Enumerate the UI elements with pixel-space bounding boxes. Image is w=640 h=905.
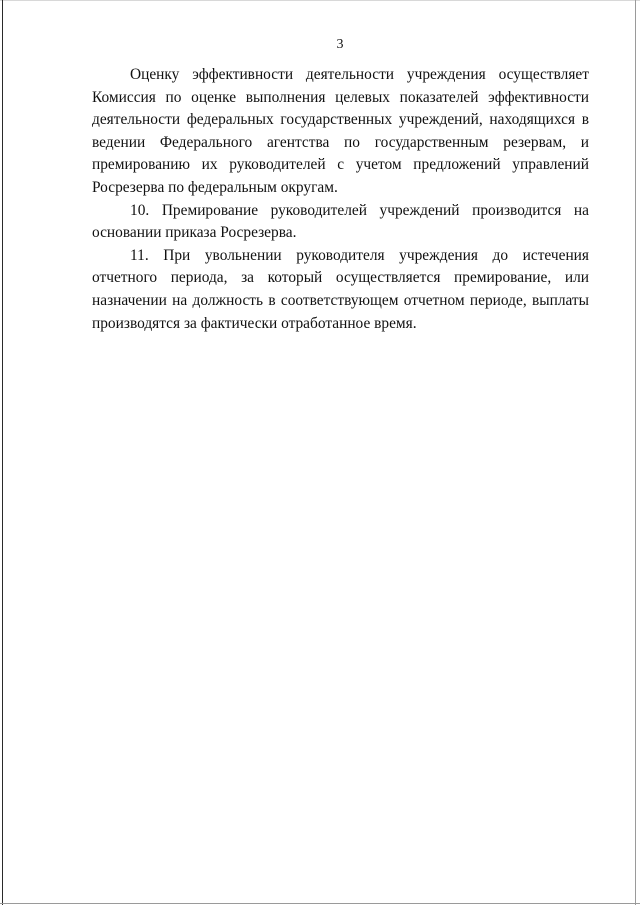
scan-bottom-edge: [0, 903, 640, 904]
page-number: 3: [336, 37, 344, 52]
document-body: [92, 64, 589, 335]
paragraph-11-dismissal-payments: 11. При увольнении руководителя учреждения до истечения отчетного периода, за который осуществляется премирование, или назначении на должность в соответствующем отчетном периоде, выплаты производятся за фактически отработанное время.: [92, 246, 589, 332]
paragraph-evaluation-commission: Оценку эффективности деятельности учреждения осуществляет Комиссия по оценке выполнения целевых показателей эффективности деятельности федеральных государственных учреждений, находящихся в ведении Федерального агентства по государственным резервам, и премированию их руководителей с учетом предложений управлений Росрезерва по федеральным округам.: [92, 66, 589, 196]
scan-left-edge: [2, 0, 3, 905]
scan-top-edge: [0, 0, 640, 1]
paragraph-10-bonus-order: 10. Премирование руководителей учреждений производится на основании приказа Росрезерва.: [92, 201, 589, 242]
scan-right-edge: [635, 0, 636, 905]
